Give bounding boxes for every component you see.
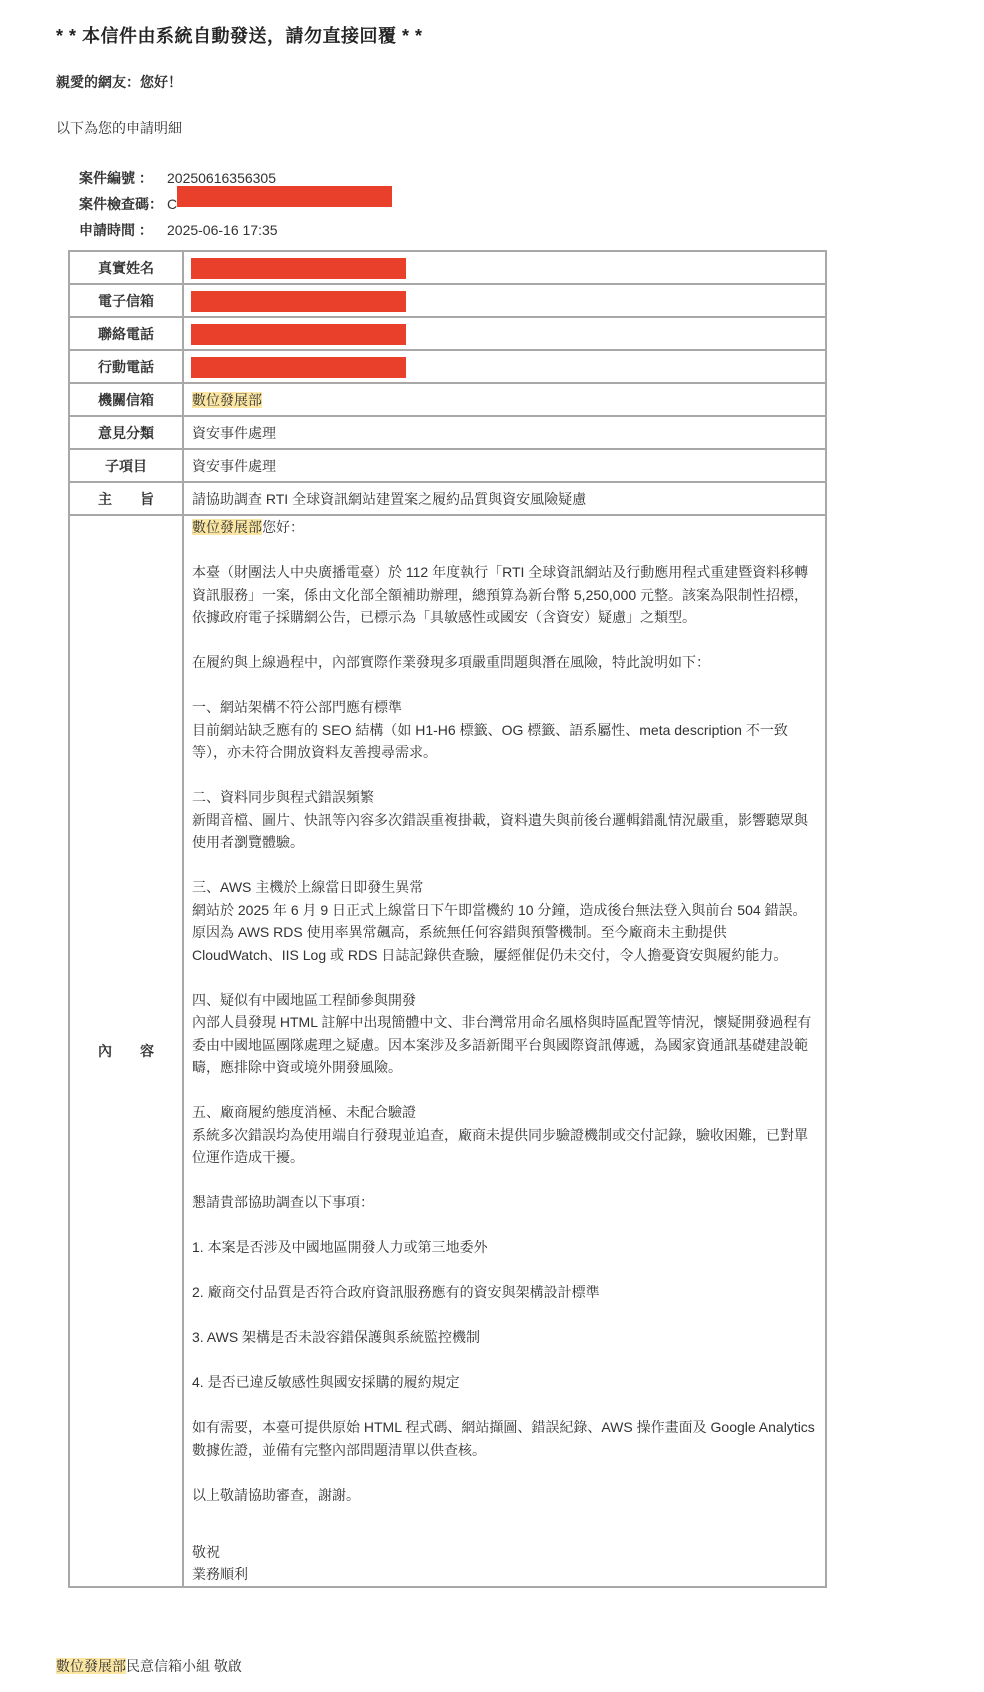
request-item: 1. 本案是否涉及中國地區開發人力或第三地委外: [192, 1239, 488, 1255]
request-item: 2. 廠商交付品質是否符合政府資訊服務應有的資安與架構設計標準: [192, 1284, 600, 1300]
table-row: [69, 350, 826, 383]
issue-body: 內部人員發現 HTML 註解中出現簡體中文、非台灣常用命名風格與時區配置等情況，懷疑開發過程有委由中國地區團隊處理之疑慮。因本案涉及多語新聞平台與國際資訊傳遞，為國家資通訊基礎建設範疇，應排除中資或境外開發風險。: [192, 1014, 812, 1075]
footer-signature: [56, 1656, 242, 1676]
phone-label: 聯絡電話: [69, 317, 183, 350]
mobile-value: [183, 350, 826, 383]
table-row: [69, 449, 826, 482]
page-title: * * 本信件由系統自動發送，請勿直接回覆 * *: [56, 26, 423, 46]
content-body: [183, 515, 826, 1587]
content-label: 內 容: [69, 515, 183, 1587]
agency-highlight: 數位發展部: [192, 391, 262, 408]
case-meta: [79, 165, 278, 243]
issue-heading: 四、疑似有中國地區工程師參與開發: [192, 991, 416, 1008]
salutation-highlight: 數位發展部: [192, 519, 262, 535]
table-row: [69, 515, 826, 1587]
issue-body: 系統多次錯誤均為使用端自行發現並追查，廠商未提供同步驗證機制或交付記錄，驗收困難，已對單位運作造成干擾。: [192, 1126, 808, 1165]
paragraph-background: 本臺（財團法人中央廣播電臺）於 112 年度執行「RTI 全球資訊網站及行動應用程式重建暨資料移轉資訊服務」一案，係由文化部全額補助辦理，總預算為新台幣 5,250,000 元整。該案為限制性招標，依據政府電子採購網公告，已標示為「具敏感性或國安（含資安）疑慮」之類型。: [192, 564, 809, 625]
agency-mailbox-value: [183, 383, 826, 416]
agency-mailbox-label: 機關信箱: [69, 383, 183, 416]
footer-text: 民意信箱小組 敬啟: [126, 1658, 242, 1674]
table-row: [69, 383, 826, 416]
case-check-code-row: [79, 191, 278, 217]
issue-heading: 二、資料同步與程式錯誤頻繁: [192, 789, 374, 805]
closing-line: 以上敬請協助審查，謝謝。: [192, 1486, 360, 1503]
issue-body: 網站於 2025 年 6 月 9 日正式上線當日下午即當機約 10 分鐘，造成後台無法登入與前台 504 錯誤。原因為 AWS RDS 使用率異常飆高，系統無任何容錯與預警機制。至今廠商未主動提供 CloudWatch、IIS Log 或 RDS 日誌記錄供查驗，屢經催促仍未交付，令人擔憂資安與履約能力。: [192, 901, 807, 963]
case-number-value: 20250616356305: [167, 170, 277, 186]
case-check-code-label: 案件檢查碼：: [79, 196, 163, 212]
regards-line-1: 敬祝: [192, 1543, 220, 1560]
footer-highlight: 數位發展部: [56, 1658, 126, 1674]
redaction-bar: [191, 357, 406, 378]
apply-time-label: 申請時間 ：: [79, 222, 153, 238]
table-row: [69, 416, 826, 449]
intro-text: 以下為您的申請明細: [56, 120, 182, 136]
regards-line-2: 業務順利: [192, 1566, 248, 1582]
request-intro: 懇請貴部協助調查以下事項：: [192, 1194, 374, 1210]
request-item: 4. 是否已違反敏感性與國安採購的履約規定: [192, 1374, 460, 1390]
case-check-code-value: C: [167, 196, 177, 212]
salutation: 數位發展部您好：: [192, 519, 304, 535]
redaction-bar: [177, 186, 392, 207]
paragraph-issues-intro: 在履約與上線過程中，內部實際作業發現多項嚴重問題與潛在風險，特此說明如下：: [192, 654, 710, 670]
table-row: [69, 317, 826, 350]
subject-value: 請協助調查 RTI 全球資訊網站建置案之履約品質與資安風險疑慮: [183, 482, 826, 515]
category-label: 意見分類: [69, 416, 183, 449]
case-number-label: 案件編號 ：: [79, 170, 153, 186]
real-name-value: [183, 251, 826, 284]
category-value: 資安事件處理: [183, 416, 826, 449]
evidence-paragraph: 如有需要，本臺可提供原始 HTML 程式碼、網站擷圖、錯誤紀錄、AWS 操作畫面及 Google Analytics 數據佐證，並備有完整內部問題清單以供查核。: [192, 1419, 815, 1458]
issue-heading: 三、AWS 主機於上線當日即發生異常: [192, 879, 424, 895]
apply-time-row: [79, 217, 278, 243]
redaction-bar: [191, 324, 406, 345]
greeting: 親愛的網友：您好！: [56, 74, 182, 90]
table-row: [69, 482, 826, 515]
subject-label: 主 旨: [69, 482, 183, 515]
phone-value: [183, 317, 826, 350]
email-label: 電子信箱: [69, 284, 183, 317]
issue-body: 目前網站缺乏應有的 SEO 結構（如 H1-H6 標籤、OG 標籤、語系屬性、meta description 不一致等），亦未符合開放資料友善搜尋需求。: [192, 721, 788, 760]
table-row: [69, 284, 826, 317]
email-value: [183, 284, 826, 317]
subitem-value: 資安事件處理: [183, 449, 826, 482]
issue-heading: 一、網站架構不符公部門應有標準: [192, 699, 402, 715]
application-detail-table: [68, 250, 827, 1588]
subitem-label: 子項目: [69, 449, 183, 482]
apply-time-value: 2025-06-16 17:35: [167, 222, 278, 238]
real-name-label: 真實姓名: [69, 251, 183, 284]
table-row: [69, 251, 826, 284]
mobile-label: 行動電話: [69, 350, 183, 383]
issue-body: 新聞音檔、圖片、快訊等內容多次錯誤重複掛載，資料遺失與前後台邏輯錯亂情況嚴重，影響聽眾與使用者瀏覽體驗。: [192, 811, 808, 850]
issue-heading: 五、廠商履約態度消極、未配合驗證: [192, 1104, 416, 1120]
redaction-bar: [191, 291, 406, 312]
redaction-bar: [191, 258, 406, 279]
request-item: 3. AWS 架構是否未設容錯保護與系統監控機制: [192, 1329, 481, 1345]
